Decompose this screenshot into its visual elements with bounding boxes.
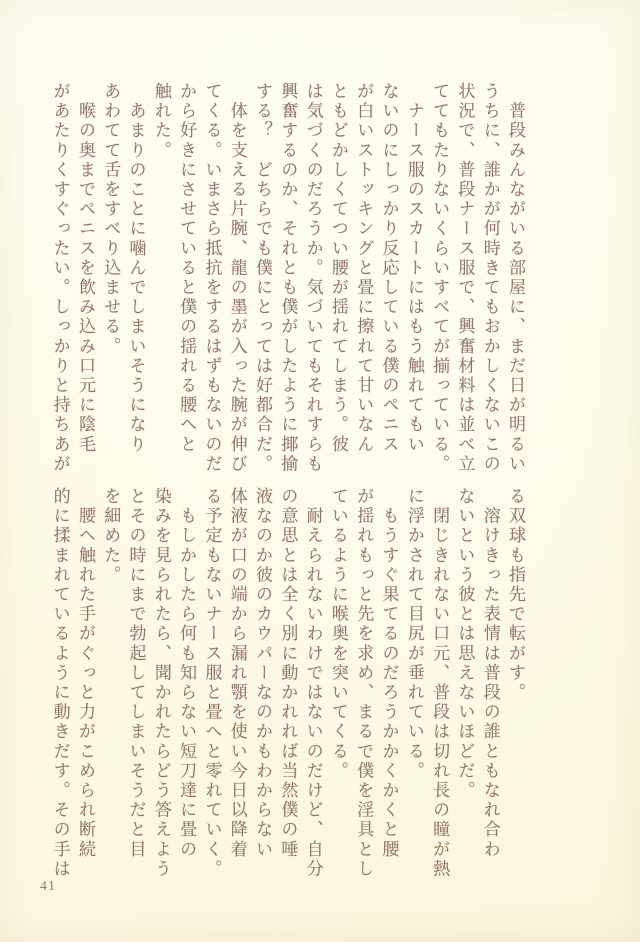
text-column: 溶けきった表情は普段の誰ともなれ合わ	[480, 487, 500, 860]
text-column: 触れた。	[151, 82, 171, 161]
text-column: 染みを見られたら、聞かれたらどう答えよう	[151, 487, 171, 879]
text-column: 普段みんながいる部屋に、まだ日が明るい	[506, 82, 525, 474]
text-column: とその時にまで勃起してしまいそうだと目	[126, 487, 146, 860]
text-column: 体を支える片腕、龍の墨が入った腕が伸び	[227, 82, 247, 474]
text-column: もうすぐ果てるのだろうかかくかくと腰	[379, 487, 399, 860]
text-column: ないという彼とは思えないほどだ。	[455, 487, 475, 801]
text-column: る双球も指先で転がす。	[506, 487, 525, 703]
text-column: の意思とは全く別に動かれれば当然僕の唾	[278, 487, 298, 860]
text-column: に浮かされて目尻が垂れている。	[404, 487, 424, 781]
text-column: を細めた。	[101, 487, 121, 585]
text-column: から好きにさせていると僕の揺れる腰へと	[177, 82, 197, 455]
text-column: 的に揉まれているように動きだす。その手は	[50, 487, 70, 879]
text-band-top	[47, 82, 528, 488]
text-column: が白いストッキングと畳に擦れて甘いなん	[354, 82, 374, 455]
text-column: ているように喉奥を突いてくる。	[328, 487, 348, 781]
text-column: 耐えられないわけではないのだけど、自分	[303, 487, 323, 879]
text-column: あわてて舌をすべり込ませる。	[101, 82, 121, 357]
text-column: ててもたりないくらいすべてが揃っている。	[430, 82, 450, 474]
text-column: する？ どちらでも僕にとっては好都合だ。	[253, 82, 273, 474]
text-column: 喉の奥までペニスを飲み込み口元に陰毛	[75, 82, 95, 455]
text-column: 閉じきれない口元、普段は切れ長の瞳が熱	[430, 487, 450, 879]
text-column: 体液が口の端から漏れ顎を使い今日以降着	[227, 487, 247, 860]
text-column: あまりのことに噛んでしまいそうになり	[126, 82, 146, 455]
text-column: 液なのか彼のカウパーなのかもわからない	[253, 487, 273, 860]
text-column: 腰へ触れた手がぐっと力がこめられ断続	[75, 487, 95, 860]
text-column: もしかしたら何も知らない短刀達に畳の	[177, 487, 197, 860]
text-column: ナース服のスカートにはもう触れてもい	[404, 82, 424, 455]
text-column: うちに、誰かが何時きてもおかしくないこの	[480, 82, 500, 474]
text-column: 状況で、普段ナース服で、興奮材料は並べ立	[455, 82, 475, 474]
text-column: 興奮するのか、それとも僕がしたように揶揄	[278, 82, 298, 474]
page-number: 41	[40, 879, 56, 894]
text-column: が揺れもっと先を求め、まるで僕を淫具とし	[354, 487, 374, 879]
text-band-bottom	[47, 487, 528, 893]
text-column: は気づくのだろうか。気づいてもそれすらも	[303, 82, 323, 474]
text-column: てくる。いまさら抵抗をするはずもないのだ	[202, 82, 222, 474]
text-column: る予定もないナース服と畳へと零れていく。	[202, 487, 222, 879]
text-column: ともどかしくてつい腰が揺れてしまう。彼	[328, 82, 348, 455]
text-column: ないのにしっかり反応している僕のペニス	[379, 82, 399, 455]
text-column: があたりくすぐったい。しっかりと持ちあが	[50, 82, 70, 474]
